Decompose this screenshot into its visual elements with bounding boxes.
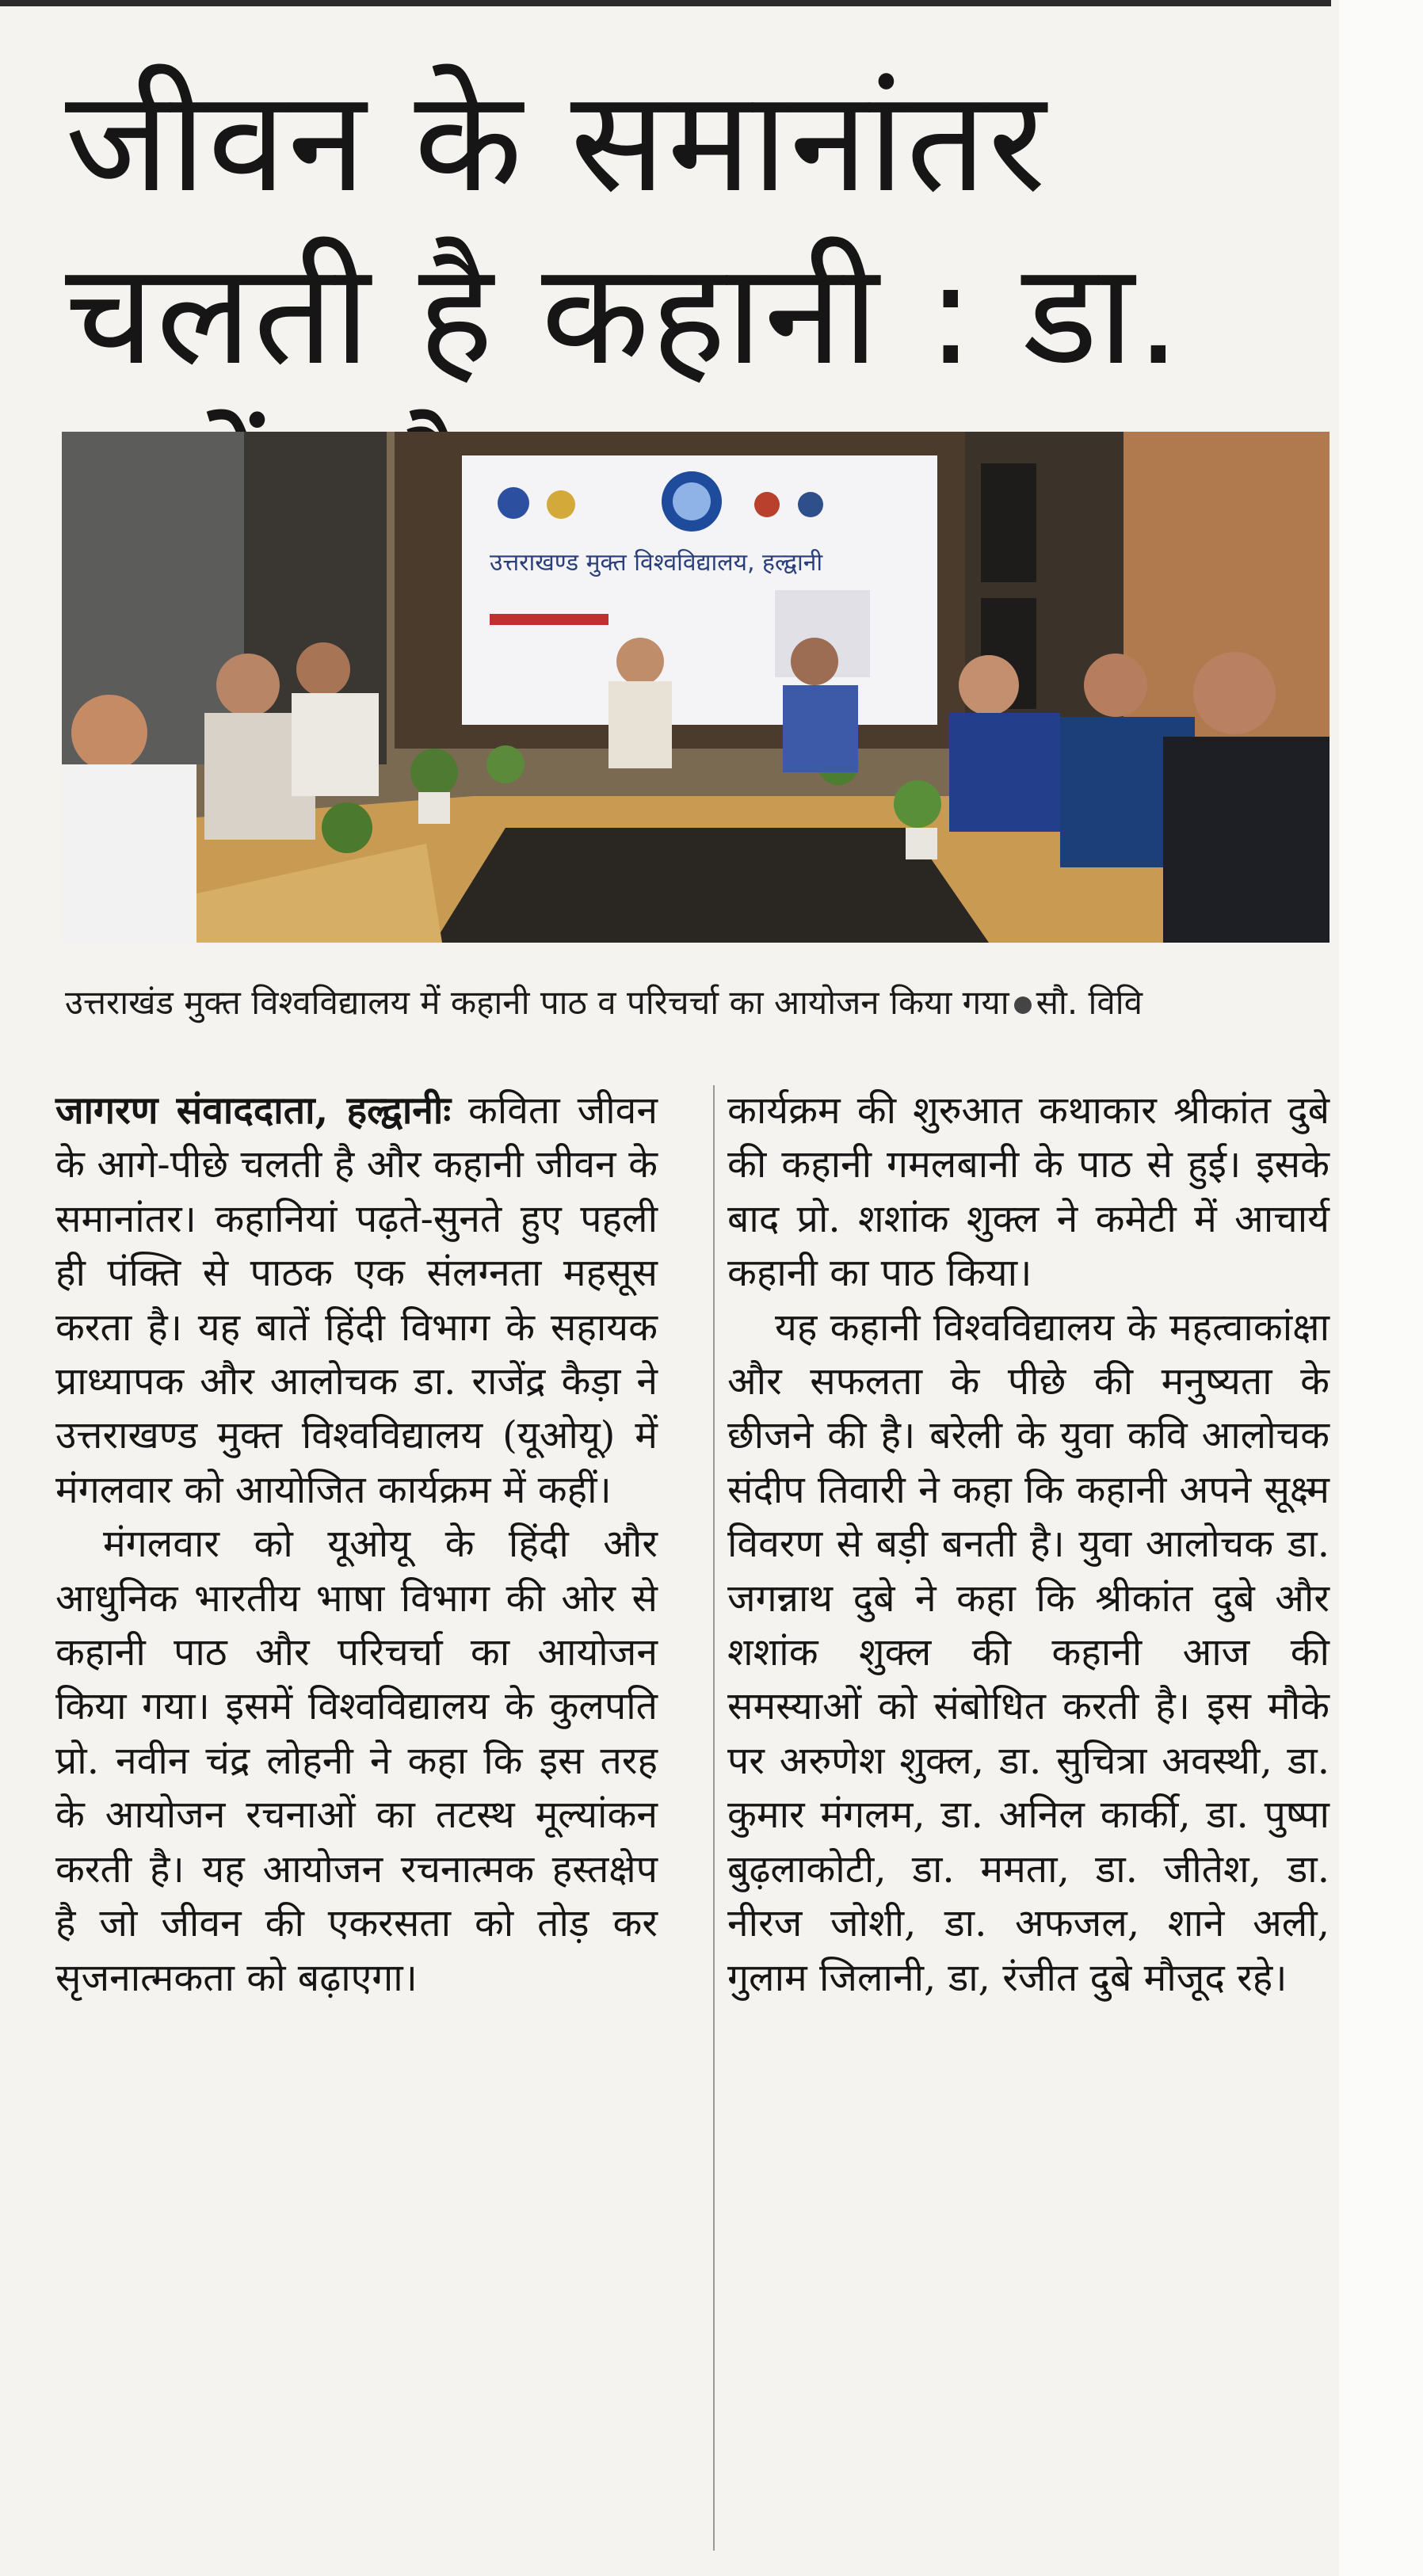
photo-caption <box>65 981 1333 1025</box>
meeting-photo-illustration <box>62 432 1330 943</box>
article-column-left <box>55 1084 658 2005</box>
event-photo <box>62 432 1330 943</box>
article-column-right <box>727 1084 1330 2005</box>
photo-credit: सौ. विवि <box>1036 983 1143 1022</box>
caption-text: उत्तराखंड मुक्त विश्वविद्यालय में कहानी पाठ व परिचर्चा का आयोजन किया गया <box>65 983 1009 1022</box>
headline: जीवन के समानांतर चलती है कहानी : डा. <box>65 59 1183 396</box>
top-rule <box>0 0 1331 6</box>
lead-paragraph <box>55 1084 658 1517</box>
paragraph: यह कहानी विश्वविद्यालय के महत्वाकांक्षा और सफलता के पीछे की मनुष्यता के छीजने की है। बरेली के युवा कवि आलोचक संदीप तिवारी ने कहा कि कहानी अपने सूक्ष्म विवरण से बड़ी बनती है। युवा आलोचक डा. जगन्नाथ दुबे ने कहा कि श्रीकांत दुबे और शशांक शुक्ल की कहानी आज की समस्याओं को संबोधित करती है। इस मौके पर अरुणेश शुक्ल, डा. सुचित्रा अवस्थी, डा. कुमार मंगलम, डा. अनिल कार्की, डा. पुष्पा बुढ़लाकोटी, डा. ममता, डा. जीतेश, डा. नीरज जोशी, डा. अफजल, शाने अली, गुलाम जिलानी, डा, रंजीत दुबे मौजूद रहे। <box>727 1305 1330 2000</box>
banner-title: उत्तराखण्ड मुक्त विश्वविद्यालय, हल्द्वानी <box>490 549 823 577</box>
page-margin <box>1339 0 1423 2576</box>
byline: जागरण संवाददाता, हल्द्वानीः <box>55 1088 452 1133</box>
bullet-icon <box>1014 996 1032 1014</box>
column-divider <box>713 1085 715 2551</box>
paragraph: कार्यक्रम की शुरुआत कथाकार श्रीकांत दुबे की कहानी गमलबानी के पाठ से हुई। इसके बाद प्रो. शशांक शुक्ल ने कमेटी में आचार्य कहानी का पाठ किया। <box>727 1088 1330 1296</box>
paragraph-text: कविता जीवन के आगे-पीछे चलती है और कहानी जीवन के समानांतर। कहानियां पढ़ते-सुनते हुए पहली ही पंक्ति से पाठक एक संलग्नता महसूस करता है। यह बातें हिंदी विभाग के सहायक प्राध्यापक और आलोचक डा. राजेंद्र कैड़ा ने उत्तराखण्ड मुक्त विश्वविद्यालय (यूओयू) में मंगलवार को आयोजित कार्यक्रम में कहीं। <box>55 1088 658 1512</box>
paragraph: मंगलवार को यूओयू के हिंदी और आधुनिक भारतीय भाषा विभाग की ओर से कहानी पाठ और परिचर्चा का आयोजन किया गया। इसमें विश्वविद्यालय के कुलपति प्रो. नवीन चंद्र लोहनी ने कहा कि इस तरह के आयोजन रचनाओं का तटस्थ मूल्यांकन करती है। यह आयोजन रचनात्मक हस्तक्षेप है जो जीवन की एकरसता को तोड़ कर सृजनात्मकता को बढ़ाएगा। <box>55 1522 658 2000</box>
